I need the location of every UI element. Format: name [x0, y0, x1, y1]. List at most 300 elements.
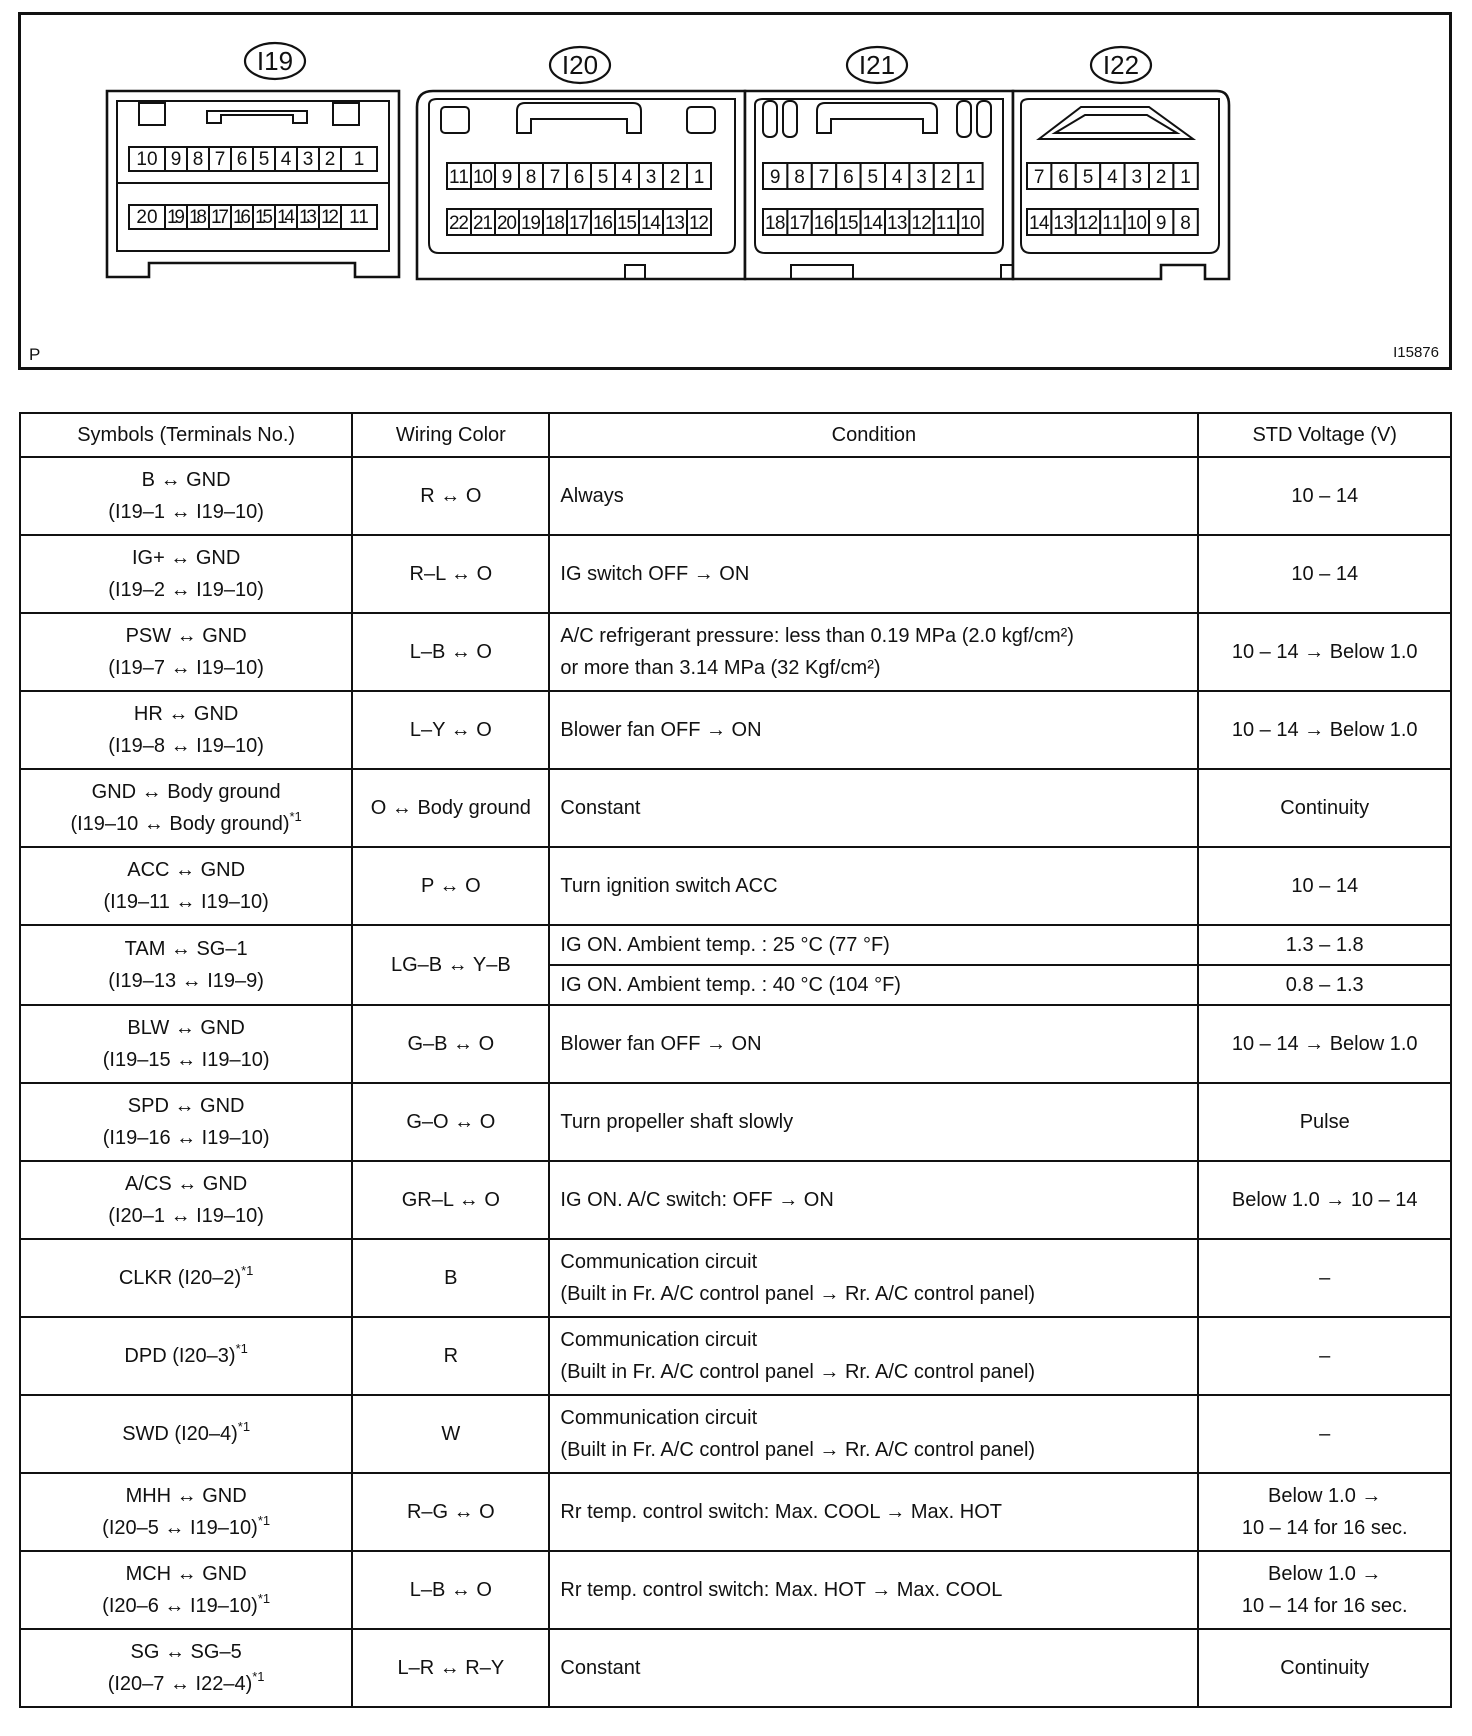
terminal-numbers: (I19–7 ↔ I19–10): [108, 657, 264, 679]
svg-text:17: 17: [211, 207, 229, 228]
wiring-color-cell: L–R ↔ R–Y: [352, 1629, 549, 1707]
table-row: [20, 1005, 1451, 1083]
symbol-text: MHH ↔ GND: [125, 1485, 247, 1507]
svg-text:7: 7: [1033, 167, 1045, 188]
svg-text:11: 11: [1102, 213, 1123, 234]
pin-i22-1: [1173, 163, 1197, 189]
wiring-color-cell: R–G ↔ O: [352, 1473, 549, 1551]
voltage-cell: [1198, 535, 1451, 613]
symbol-text: PSW ↔ GND: [125, 625, 247, 647]
table-row: [20, 1629, 1451, 1707]
condition-cell: [549, 769, 1198, 847]
pin-i21-12: [909, 209, 933, 235]
voltage-cell: [1198, 691, 1451, 769]
terminal-text: [29, 730, 343, 762]
symbol-cell: [20, 1239, 352, 1317]
symbol-cell: [20, 1161, 352, 1239]
svg-text:14: 14: [641, 213, 661, 234]
pin-i22-3: [1125, 163, 1149, 189]
pin-i22-2: [1149, 163, 1173, 189]
pin-i19-15: [253, 205, 275, 229]
voltage-line: 0.8 – 1.3: [1285, 974, 1364, 996]
voltage-cell: [1198, 769, 1451, 847]
pin-i19-9: [165, 147, 187, 171]
symbol-cell: [20, 769, 352, 847]
voltage-line: 10 – 14: [1291, 563, 1359, 585]
pin-i22-8: [1173, 209, 1197, 235]
voltage-line: Below 1.0 → 10 – 14: [1231, 1189, 1418, 1211]
condition-line: Turn ignition switch ACC: [560, 875, 778, 897]
svg-text:10: 10: [960, 213, 981, 234]
svg-text:14: 14: [277, 207, 295, 228]
voltage-cell: [1198, 1005, 1451, 1083]
symbol-text: IG+ ↔ GND: [131, 547, 241, 569]
voltage-line: Continuity: [1280, 1657, 1370, 1679]
pin-i20-11: [447, 163, 471, 189]
voltage-cell: [1198, 1551, 1451, 1629]
svg-text:9: 9: [1155, 213, 1167, 234]
table-row: [20, 457, 1451, 535]
table-row: [20, 769, 1451, 847]
pin-i20-19: [519, 209, 543, 235]
pin-i21-18: [763, 209, 787, 235]
pin-i19-14: [275, 205, 297, 229]
header-condition: Condition: [549, 413, 1198, 457]
svg-text:13: 13: [887, 213, 908, 234]
condition-line: IG ON. A/C switch: OFF → ON: [560, 1189, 834, 1211]
voltage-cell: [1198, 1239, 1451, 1317]
condition-line: Communication circuit: [560, 1329, 758, 1351]
terminal-numbers: (I19–8 ↔ I19–10): [108, 735, 264, 757]
svg-text:10: 10: [1126, 213, 1148, 234]
svg-text:2: 2: [940, 167, 952, 188]
connector-label-i21: I21: [858, 50, 896, 80]
voltage-line: 10 – 14: [1291, 485, 1359, 507]
pin-i20-18: [543, 209, 567, 235]
svg-text:13: 13: [299, 207, 317, 228]
pin-i21-10: [958, 209, 982, 235]
condition-cell: [549, 1161, 1198, 1239]
svg-text:6: 6: [573, 167, 585, 188]
pin-i22-7: [1027, 163, 1051, 189]
condition-line: A/C refrigerant pressure: less than 0.19 MPa (2.0 kgf/cm²): [560, 625, 1074, 647]
svg-text:1: 1: [693, 167, 705, 188]
pin-i19-1: [341, 147, 377, 171]
symbol-cell: [20, 613, 352, 691]
pin-i22-6: [1051, 163, 1075, 189]
terminal-text: [29, 965, 343, 997]
svg-text:1: 1: [353, 149, 365, 170]
symbol-cell: [20, 925, 352, 1005]
svg-text:19: 19: [167, 207, 185, 228]
svg-text:14: 14: [1029, 213, 1050, 234]
terminal-spec-table: [19, 412, 1452, 1708]
svg-text:16: 16: [813, 213, 835, 234]
table-row: [20, 1317, 1451, 1395]
svg-text:12: 12: [1077, 213, 1099, 234]
condition-cell: [549, 1473, 1198, 1551]
svg-text:3: 3: [645, 167, 657, 188]
svg-text:1: 1: [1180, 167, 1191, 188]
figure-id: I15876: [1393, 344, 1439, 361]
symbol-cell: [20, 1473, 352, 1551]
connector-label-i20: I20: [561, 50, 599, 80]
pin-i21-8: [787, 163, 811, 189]
symbol-cell: [20, 1395, 352, 1473]
voltage-cell: [1198, 1317, 1451, 1395]
pin-i19-3: [297, 147, 319, 171]
pin-i21-9: [763, 163, 787, 189]
condition-line: Blower fan OFF → ON: [560, 719, 762, 741]
voltage-cell: [1198, 925, 1451, 965]
connector-label-i19: I19: [256, 46, 294, 76]
pin-i22-12: [1076, 209, 1100, 235]
terminal-numbers: CLKR (I20–2): [118, 1267, 242, 1289]
table-row: [20, 1395, 1451, 1473]
symbol-text: B ↔ GND: [141, 469, 231, 491]
symbol-text: A/CS ↔ GND: [125, 1173, 248, 1195]
wiring-color-cell: W: [352, 1395, 549, 1473]
pin-i22-14: [1027, 209, 1051, 235]
footnote-marker: *1: [235, 1341, 248, 1357]
svg-text:8: 8: [794, 167, 805, 188]
voltage-cell: [1198, 613, 1451, 691]
svg-text:5: 5: [867, 167, 879, 188]
svg-text:2: 2: [669, 167, 681, 188]
symbol-text: TAM ↔ SG–1: [124, 938, 248, 960]
svg-text:6: 6: [236, 149, 248, 170]
terminal-numbers: (I19–1 ↔ I19–10): [108, 501, 264, 523]
corner-code-left: P: [29, 345, 41, 364]
table-header-row: [20, 413, 1451, 457]
wiring-color-cell: L–Y ↔ O: [352, 691, 549, 769]
table-row: [20, 1239, 1451, 1317]
symbol-cell: [20, 1629, 352, 1707]
pin-i19-12: [319, 205, 341, 229]
condition-line: or more than 3.14 MPa (32 Kgf/cm²): [560, 657, 881, 679]
svg-text:6: 6: [1058, 167, 1069, 188]
svg-text:8: 8: [192, 149, 204, 170]
svg-text:4: 4: [621, 167, 633, 188]
voltage-line: 10 – 14 for 16 sec.: [1241, 1595, 1408, 1617]
terminal-text: [29, 886, 343, 918]
terminal-text: [29, 1418, 343, 1450]
voltage-line: 1.3 – 1.8: [1285, 934, 1364, 956]
symbol-text: MCH ↔ GND: [125, 1563, 247, 1585]
symbol-text: GND ↔ Body ground: [91, 781, 281, 803]
header-std-voltage: STD Voltage (V): [1198, 413, 1451, 457]
table-row: [20, 535, 1451, 613]
wiring-color-cell: R–L ↔ O: [352, 535, 549, 613]
table-row: [20, 613, 1451, 691]
pin-i19-11: [341, 205, 377, 229]
voltage-line: Pulse: [1299, 1111, 1350, 1133]
wiring-color-cell: R: [352, 1317, 549, 1395]
pin-i19-19: [165, 205, 187, 229]
svg-text:4: 4: [280, 149, 292, 170]
voltage-cell: [1198, 1473, 1451, 1551]
svg-text:11: 11: [349, 207, 369, 228]
table-row: [20, 925, 1451, 965]
svg-text:9: 9: [170, 149, 182, 170]
condition-line: (Built in Fr. A/C control panel → Rr. A/C control panel): [560, 1283, 1036, 1305]
condition-line: Blower fan OFF → ON: [560, 1033, 762, 1055]
svg-text:9: 9: [501, 167, 513, 188]
table-row: [20, 1161, 1451, 1239]
pin-i22-13: [1051, 209, 1075, 235]
footnote-marker: *1: [241, 1263, 254, 1279]
voltage-line: –: [1319, 1267, 1331, 1289]
terminal-text: [29, 1122, 343, 1154]
svg-text:11: 11: [935, 213, 957, 234]
wiring-color-cell: L–B ↔ O: [352, 1551, 549, 1629]
voltage-line: Continuity: [1280, 797, 1370, 819]
terminal-numbers: (I19–11 ↔ I19–10): [103, 891, 269, 913]
wiring-color-cell: G–B ↔ O: [352, 1005, 549, 1083]
svg-text:13: 13: [1053, 213, 1074, 234]
svg-text:3: 3: [302, 149, 314, 170]
condition-line: IG switch OFF → ON: [560, 563, 750, 585]
svg-text:3: 3: [916, 167, 927, 188]
pin-i21-13: [885, 209, 909, 235]
condition-cell: [549, 1083, 1198, 1161]
svg-text:18: 18: [189, 207, 207, 228]
svg-text:9: 9: [769, 167, 781, 188]
condition-line: Communication circuit: [560, 1407, 758, 1429]
svg-text:18: 18: [545, 213, 565, 234]
header-wiring-color: Wiring Color: [352, 413, 549, 457]
terminal-numbers: (I19–2 ↔ I19–10): [108, 579, 264, 601]
voltage-cell: [1198, 1395, 1451, 1473]
wiring-color-cell: B: [352, 1239, 549, 1317]
pin-i20-17: [567, 209, 591, 235]
svg-text:17: 17: [569, 213, 589, 234]
condition-line: Rr temp. control switch: Max. HOT → Max. COOL: [560, 1579, 1003, 1601]
condition-line: (Built in Fr. A/C control panel → Rr. A/C control panel): [560, 1439, 1036, 1461]
svg-text:22: 22: [449, 213, 469, 234]
svg-text:2: 2: [1155, 167, 1167, 188]
condition-line: (Built in Fr. A/C control panel → Rr. A/C control panel): [560, 1361, 1036, 1383]
pin-i20-16: [591, 209, 615, 235]
voltage-cell: [1198, 1083, 1451, 1161]
condition-cell: [549, 965, 1198, 1005]
svg-text:15: 15: [838, 213, 859, 234]
voltage-cell: [1198, 457, 1451, 535]
terminal-text: [29, 1590, 343, 1622]
table-row: [20, 1083, 1451, 1161]
connector-labels: [245, 43, 1151, 83]
pin-i19-4: [275, 147, 297, 171]
pin-i20-4: [615, 163, 639, 189]
condition-cell: [549, 613, 1198, 691]
pin-i22-4: [1100, 163, 1124, 189]
pin-i20-2: [663, 163, 687, 189]
connector-i19-housing: [107, 91, 399, 277]
pin-i19-17: [209, 205, 231, 229]
pin-i22-5: [1076, 163, 1100, 189]
terminal-numbers: (I20–7 ↔ I22–4): [107, 1673, 253, 1695]
table-row: [20, 1551, 1451, 1629]
symbol-cell: [20, 1317, 352, 1395]
condition-cell: [549, 535, 1198, 613]
pin-i22-10: [1125, 209, 1149, 235]
pin-i19-13: [297, 205, 319, 229]
condition-cell: [549, 1551, 1198, 1629]
pin-i19-5: [253, 147, 275, 171]
condition-line: Always: [560, 485, 624, 507]
svg-text:4: 4: [1107, 167, 1118, 188]
voltage-cell: [1198, 965, 1451, 1005]
terminal-numbers: (I20–1 ↔ I19–10): [108, 1205, 264, 1227]
table-row: [20, 1473, 1451, 1551]
voltage-cell: [1198, 1161, 1451, 1239]
footnote-marker: *1: [257, 1591, 271, 1607]
symbol-cell: [20, 457, 352, 535]
voltage-line: Below 1.0 →: [1268, 1563, 1382, 1585]
pin-i21-17: [787, 209, 811, 235]
condition-line: Communication circuit: [560, 1251, 758, 1273]
pin-i19-20: [129, 205, 165, 229]
svg-text:2: 2: [324, 149, 336, 170]
condition-cell: [549, 925, 1198, 965]
pin-i20-9: [495, 163, 519, 189]
symbol-text: SPD ↔ GND: [127, 1095, 245, 1117]
svg-text:12: 12: [689, 213, 709, 234]
voltage-line: 10 – 14 → Below 1.0: [1231, 1033, 1418, 1055]
pin-i21-5: [861, 163, 885, 189]
svg-text:18: 18: [765, 213, 786, 234]
svg-text:5: 5: [258, 149, 270, 170]
footnote-marker: *1: [252, 1669, 265, 1685]
symbol-cell: [20, 1005, 352, 1083]
pin-i20-1: [687, 163, 711, 189]
connector-diagram: [18, 12, 1452, 370]
voltage-line: 10 – 14 → Below 1.0: [1231, 641, 1418, 663]
svg-text:17: 17: [789, 213, 810, 234]
svg-text:12: 12: [321, 207, 339, 228]
terminal-text: [29, 1200, 343, 1232]
condition-cell: [549, 1629, 1198, 1707]
pin-i20-8: [519, 163, 543, 189]
table-row: [20, 691, 1451, 769]
pin-i20-7: [543, 163, 567, 189]
svg-text:10: 10: [136, 149, 158, 170]
pin-i20-10: [471, 163, 495, 189]
pin-i21-14: [861, 209, 885, 235]
pin-i22-11: [1100, 209, 1124, 235]
svg-text:13: 13: [665, 213, 685, 234]
pin-i20-12: [687, 209, 711, 235]
condition-cell: [549, 457, 1198, 535]
condition-line: IG ON. Ambient temp. : 40 °C (104 °F): [560, 974, 901, 996]
pin-i21-16: [812, 209, 836, 235]
pin-i21-1: [958, 163, 982, 189]
pin-i20-21: [471, 209, 495, 235]
pin-i20-14: [639, 209, 663, 235]
footnote-marker: *1: [257, 1513, 271, 1529]
terminal-text: [29, 496, 343, 528]
condition-cell: [549, 847, 1198, 925]
terminal-text: [29, 1512, 343, 1544]
connector-drawing: [21, 15, 1449, 367]
connector-label-i22: I22: [1102, 50, 1140, 80]
footnote-marker: *1: [237, 1419, 251, 1435]
pin-i21-2: [934, 163, 958, 189]
pin-i19-2: [319, 147, 341, 171]
symbol-cell: [20, 1083, 352, 1161]
terminal-numbers: (I19–16 ↔ I19–10): [102, 1127, 270, 1149]
pin-i19-18: [187, 205, 209, 229]
symbol-text: SG ↔ SG–5: [130, 1641, 242, 1663]
svg-text:19: 19: [521, 213, 541, 234]
svg-text:8: 8: [525, 167, 537, 188]
terminal-text: [29, 1668, 343, 1700]
svg-text:20: 20: [497, 213, 517, 234]
pin-i22-9: [1149, 209, 1173, 235]
condition-line: IG ON. Ambient temp. : 25 °C (77 °F): [560, 934, 890, 956]
table-row: [20, 847, 1451, 925]
condition-line: Constant: [560, 797, 641, 819]
voltage-line: 10 – 14: [1291, 875, 1359, 897]
svg-text:12: 12: [911, 213, 932, 234]
wiring-color-cell: L–B ↔ O: [352, 613, 549, 691]
wiring-color-cell: GR–L ↔ O: [352, 1161, 549, 1239]
header-symbols: Symbols (Terminals No.): [20, 413, 352, 457]
pin-i19-16: [231, 205, 253, 229]
terminal-numbers: (I20–5 ↔ I19–10): [102, 1517, 258, 1539]
terminal-numbers: SWD (I20–4): [122, 1423, 238, 1445]
pin-i21-4: [885, 163, 909, 189]
condition-cell: [549, 691, 1198, 769]
voltage-cell: [1198, 847, 1451, 925]
pin-i19-10: [129, 147, 165, 171]
svg-text:14: 14: [862, 213, 883, 234]
terminal-numbers: (I19–13 ↔ I19–9): [108, 970, 264, 992]
pin-i21-11: [934, 209, 958, 235]
footnote-marker: *1: [289, 809, 302, 825]
svg-text:10: 10: [473, 167, 493, 188]
condition-line: Turn propeller shaft slowly: [560, 1111, 794, 1133]
wiring-color-cell: P ↔ O: [352, 847, 549, 925]
symbol-cell: [20, 535, 352, 613]
svg-text:5: 5: [1082, 167, 1094, 188]
voltage-line: –: [1319, 1423, 1331, 1445]
svg-text:7: 7: [549, 167, 561, 188]
condition-cell: [549, 1395, 1198, 1473]
voltage-line: –: [1319, 1345, 1331, 1367]
condition-cell: [549, 1317, 1198, 1395]
svg-text:15: 15: [255, 207, 273, 228]
pin-i20-20: [495, 209, 519, 235]
condition-cell: [549, 1005, 1198, 1083]
symbol-text: HR ↔ GND: [133, 703, 239, 725]
svg-text:1: 1: [965, 167, 976, 188]
pin-i20-6: [567, 163, 591, 189]
svg-text:4: 4: [891, 167, 903, 188]
svg-text:20: 20: [136, 207, 158, 228]
pin-i20-15: [615, 209, 639, 235]
svg-text:5: 5: [597, 167, 609, 188]
wiring-color-cell: G–O ↔ O: [352, 1083, 549, 1161]
terminal-numbers: (I19–10 ↔ Body ground): [70, 813, 290, 835]
terminal-numbers: (I20–6 ↔ I19–10): [102, 1595, 258, 1617]
symbol-cell: [20, 847, 352, 925]
pin-i20-22: [447, 209, 471, 235]
svg-text:21: 21: [473, 213, 493, 234]
pin-i20-3: [639, 163, 663, 189]
wiring-color-cell: O ↔ Body ground: [352, 769, 549, 847]
terminal-text: [29, 808, 343, 840]
